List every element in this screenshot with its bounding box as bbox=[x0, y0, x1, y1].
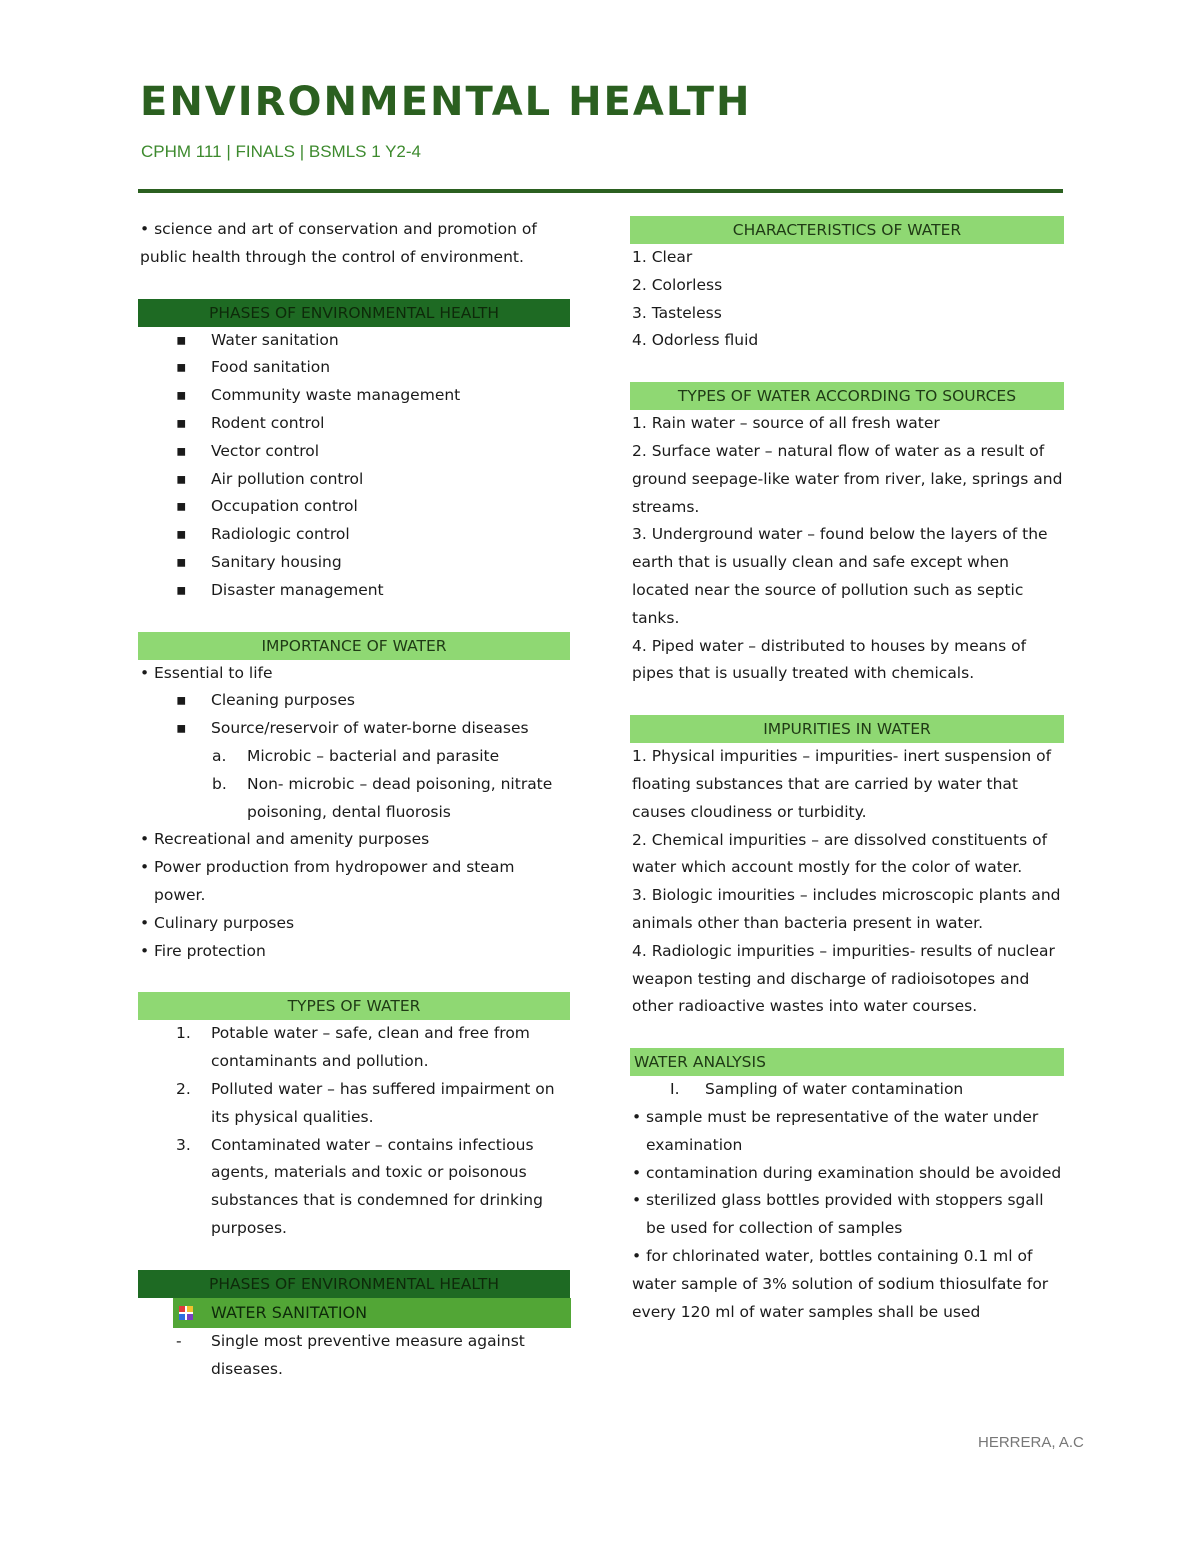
subsection-heading: WATER SANITATION bbox=[173, 1298, 571, 1328]
list-item: • sterilized glass bottles provided with stoppers sgall be used for collection of samples bbox=[632, 1191, 1044, 1238]
intro-definition: • science and art of conservation and promotion of public health through the control of environment. bbox=[140, 220, 537, 266]
list-item: ▪ Water sanitation bbox=[176, 330, 339, 349]
section-heading: TYPES OF WATER bbox=[138, 992, 570, 1020]
list-item: b. Non- microbic – dead poisoning, nitrate poisoning, dental fluorosis bbox=[212, 774, 553, 821]
page-subtitle: CPHM 111 | FINALS | BSMLS 1 Y2-4 bbox=[141, 142, 421, 161]
right-column bbox=[632, 216, 1064, 1326]
list-item: 1. Physical impurities – impurities- inert suspension of floating substances that are carried by water that causes cloudiness or turbidity. bbox=[632, 747, 1052, 821]
list-item: 3. Tasteless bbox=[632, 303, 722, 322]
list-item: • contamination during examination should be avoided bbox=[632, 1163, 1062, 1182]
list-item: 4. Radiologic impurities – impurities- results of nuclear weapon testing and discharge of radioisotopes and other radioactive wastes into water courses. bbox=[632, 941, 1055, 1016]
list-item: • for chlorinated water, bottles containing 0.1 ml of water sample of 3% solution of sodium thiosulfate for every 120 ml of water samples shall be used bbox=[632, 1246, 1049, 1321]
list-item: I. Sampling of water contamination bbox=[670, 1080, 964, 1099]
section-heading: IMPORTANCE OF WATER bbox=[138, 632, 570, 660]
list-item: ▪ Food sanitation bbox=[176, 358, 331, 377]
section-heading: PHASES OF ENVIRONMENTAL HEALTH bbox=[138, 1270, 570, 1298]
list-item: ▪ Rodent control bbox=[176, 413, 325, 432]
list-item: • Fire protection bbox=[140, 941, 266, 960]
list-item: ▪ Cleaning purposes bbox=[176, 691, 355, 710]
bullet-square-icon bbox=[179, 1306, 193, 1320]
importance-section bbox=[140, 632, 570, 966]
list-item: ▪ Occupation control bbox=[176, 497, 358, 516]
list-item: • Power production from hydropower and steam power. bbox=[140, 858, 515, 904]
list-item: • Culinary purposes bbox=[140, 913, 295, 932]
list-item: 1. Potable water – safe, clean and free from contaminants and pollution. bbox=[176, 1024, 530, 1071]
analysis-section bbox=[632, 1048, 1064, 1326]
list-item: 3. Biologic imourities – includes microscopic plants and animals other than bacteria present in water. bbox=[632, 886, 1061, 932]
impurities-section bbox=[632, 715, 1064, 1021]
list-item: 4. Odorless fluid bbox=[632, 331, 759, 350]
types-section bbox=[140, 992, 570, 1242]
list-item: 2. Colorless bbox=[632, 275, 723, 294]
list-item: 2. Surface water – natural flow of water as a result of ground seepage-like water from river, lake, springs and streams. bbox=[632, 441, 1063, 516]
left-column bbox=[140, 216, 570, 1383]
list-item: ▪ Radiologic control bbox=[176, 525, 350, 544]
header-divider bbox=[138, 189, 1063, 193]
list-item: 4. Piped water – distributed to houses by means of pipes that is usually treated with chemicals. bbox=[632, 636, 1027, 683]
list-item: 3. Contaminated water – contains infectious agents, materials and toxic or poisonous substances that is condemned for drinking purposes. bbox=[176, 1135, 543, 1237]
phases-section bbox=[140, 299, 570, 605]
section-heading: CHARACTERISTICS OF WATER bbox=[630, 216, 1064, 244]
list-item: 2. Chemical impurities – are dissolved constituents of water which account mostly for the color of water. bbox=[632, 830, 1048, 877]
footer-author: HERRERA, A.C bbox=[978, 1434, 1084, 1451]
list-item: a. Microbic – bacterial and parasite bbox=[212, 746, 500, 765]
list-item: 2. Polluted water – has suffered impairment on its physical qualities. bbox=[176, 1079, 555, 1126]
section-heading: IMPURITIES IN WATER bbox=[630, 715, 1064, 743]
list-item: ▪ Source/reservoir of water-borne diseases bbox=[176, 719, 529, 738]
list-item: ▪ Air pollution control bbox=[176, 469, 364, 488]
list-item: 1. Clear bbox=[632, 248, 693, 266]
page-title: ENVIRONMENTAL HEALTH bbox=[140, 79, 752, 125]
list-item: - Single most preventive measure against diseases. bbox=[176, 1331, 525, 1378]
section-heading: TYPES OF WATER ACCORDING TO SOURCES bbox=[630, 382, 1064, 410]
list-item: • Essential to life bbox=[140, 663, 273, 682]
list-item: • Recreational and amenity purposes bbox=[140, 830, 430, 849]
phases2-section bbox=[140, 1270, 570, 1384]
list-item: 1. Rain water – source of all fresh water bbox=[632, 414, 940, 433]
sources-section bbox=[632, 382, 1064, 688]
section-heading: WATER ANALYSIS bbox=[630, 1048, 1064, 1076]
list-item: ▪ Vector control bbox=[176, 441, 320, 460]
list-item: 3. Underground water – found below the layers of the earth that is usually clean and safe except when located near the source of pollution such as septic tanks. bbox=[632, 525, 1048, 627]
section-heading: PHASES OF ENVIRONMENTAL HEALTH bbox=[138, 299, 570, 327]
list-item: ▪ Sanitary housing bbox=[176, 552, 342, 571]
list-item: ▪ Community waste management bbox=[176, 386, 461, 405]
characteristics-section bbox=[632, 216, 1064, 355]
list-item: • sample must be representative of the water under examination bbox=[632, 1107, 1039, 1154]
list-item: ▪ Disaster management bbox=[176, 580, 384, 599]
